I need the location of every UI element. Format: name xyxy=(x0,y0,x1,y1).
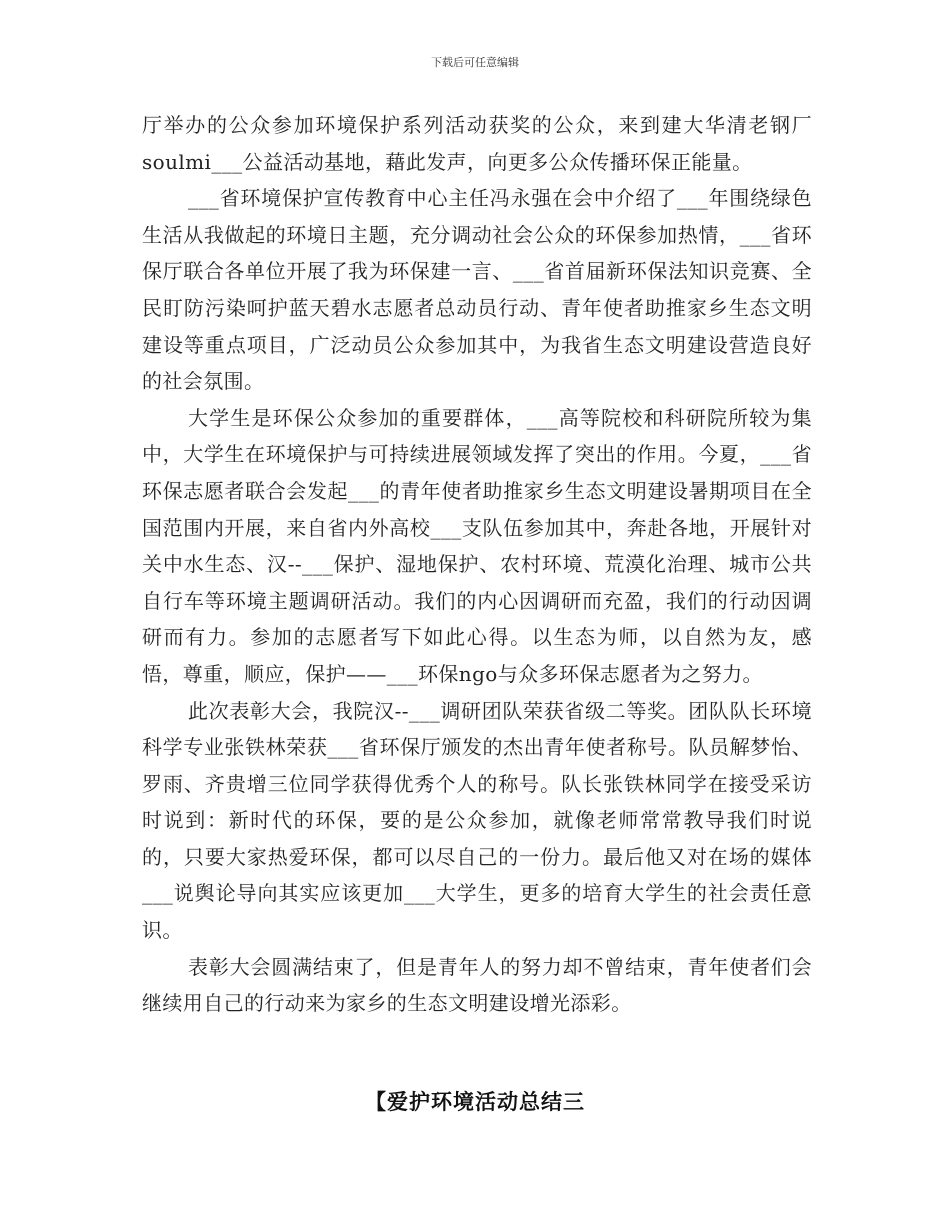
paragraph: 表彰大会圆满结束了，但是青年人的努力却不曾结束，青年使者们会继续用自己的行动来为家乡的生态文明建设增光添彩。 xyxy=(142,954,812,1016)
paragraph: 大学生是环保公众参加的重要群体，___高等院校和科研院所较为集中，大学生在环境保护与可持续进展领域发挥了突出的作用。今夏，___省环保志愿者联合会发起___的青年使者助推家乡生态文明建设暑期项目在全国范围内开展，来自省内外高校___支队伍参加其中，奔赴各地，开展针对关中水生态、汉--___保护、湿地保护、农村环境、荒漠化治理、城市公共自行车等环境主题调研活动。我们的内心因调研而充盈，我们的行动因调研而有力。参加的志愿者写下如此心得。以生态为师，以自然为友，感悟，尊重，顺应，保护——___环保ngo与众多环保志愿者为之努力。 xyxy=(142,405,812,686)
document-body xyxy=(142,107,812,1022)
paragraph-continued: 厅举办的公众参加环境保护系列活动获奖的公众，来到建大华清老钢厂soulmi___公益活动基地，藉此发声，向更多公众传播环保正能量。 xyxy=(142,113,812,174)
paragraph: ___省环境保护宣传教育中心主任冯永强在会中介绍了___年围绕绿色生活从我做起的环境日主题，充分调动社会公众的环保参加热情，___省环保厅联合各单位开展了我为环保建一言、___省首届新环保法知识竞赛、全民盯防污染呵护蓝天碧水志愿者总动员行动、青年使者助推家乡生态文明建设等重点项目，广泛动员公众参加其中，为我省生态文明建设营造良好的社会氛围。 xyxy=(142,186,812,394)
paragraph: 此次表彰大会，我院汉--___调研团队荣获省级二等奖。团队队长环境科学专业张铁林荣获___省环保厅颁发的杰出青年使者称号。队员解梦怡、罗雨、齐贵增三位同学获得优秀个人的称号。队长张铁林同学在接受采访时说到：新时代的环保，要的是公众参加，就像老师常常教导我们时说的，只要大家热爱环保，都可以尽自己的一份力。最后他又对在场的媒体___说舆论导向其实应该更加___大学生，更多的培育大学生的社会责任意识。 xyxy=(142,698,812,943)
section-title: 【爱护环境活动总结三 xyxy=(365,1090,585,1114)
page-header-note: 下载后可任意编辑 xyxy=(431,56,519,69)
